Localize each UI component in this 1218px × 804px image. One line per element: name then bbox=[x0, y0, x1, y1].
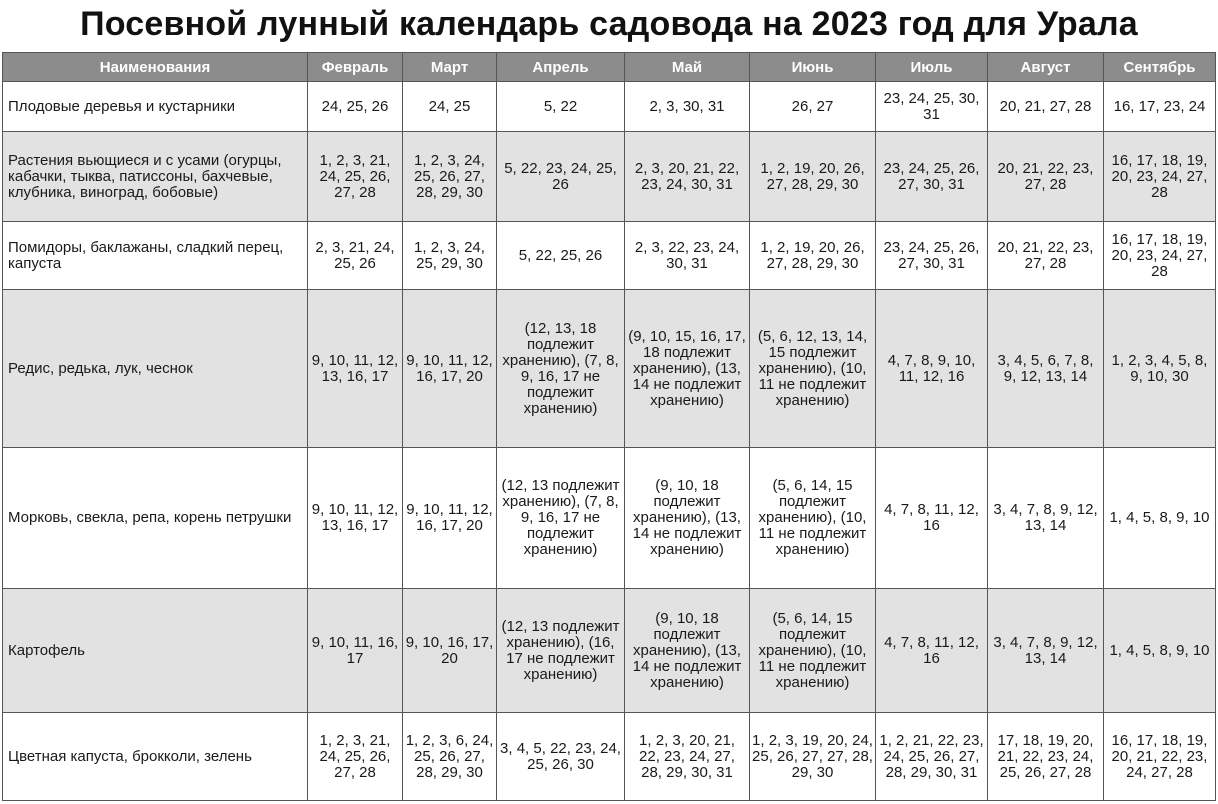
dates-cell: 5, 22 bbox=[497, 82, 625, 132]
dates-cell: 1, 4, 5, 8, 9, 10 bbox=[1104, 448, 1216, 589]
dates-cell: 16, 17, 18, 19, 20, 23, 24, 27, 28 bbox=[1104, 132, 1216, 222]
table-row bbox=[3, 132, 1216, 222]
dates-cell: 9, 10, 11, 12, 13, 16, 17 bbox=[308, 290, 403, 448]
dates-cell: 9, 10, 11, 16, 17 bbox=[308, 589, 403, 713]
dates-cell: 1, 2, 3, 4, 5, 8, 9, 10, 30 bbox=[1104, 290, 1216, 448]
dates-cell: 23, 24, 25, 26, 27, 30, 31 bbox=[876, 222, 988, 290]
dates-cell: (12, 13 подлежит хранению), (7, 8, 9, 16, 17 не подлежит хранению) bbox=[497, 448, 625, 589]
header-month: Март bbox=[403, 53, 497, 82]
dates-cell: 16, 17, 18, 19, 20, 21, 22, 23, 24, 27, 28 bbox=[1104, 713, 1216, 801]
header-month: Июль bbox=[876, 53, 988, 82]
calendar-table bbox=[2, 52, 1216, 801]
dates-cell: (9, 10, 15, 16, 17, 18 подлежит хранению), (13, 14 не подлежит хранению) bbox=[625, 290, 750, 448]
dates-cell: 1, 2, 3, 24, 25, 26, 27, 28, 29, 30 bbox=[403, 132, 497, 222]
header-month: Июнь bbox=[750, 53, 876, 82]
table-row bbox=[3, 589, 1216, 713]
dates-cell: 2, 3, 30, 31 bbox=[625, 82, 750, 132]
crop-name: Картофель bbox=[3, 589, 308, 713]
table-row bbox=[3, 448, 1216, 589]
dates-cell: 1, 2, 19, 20, 26, 27, 28, 29, 30 bbox=[750, 222, 876, 290]
dates-cell: 16, 17, 18, 19, 20, 23, 24, 27, 28 bbox=[1104, 222, 1216, 290]
dates-cell: 3, 4, 5, 22, 23, 24, 25, 26, 30 bbox=[497, 713, 625, 801]
table-row bbox=[3, 290, 1216, 448]
header-month: Апрель bbox=[497, 53, 625, 82]
dates-cell: 9, 10, 11, 12, 13, 16, 17 bbox=[308, 448, 403, 589]
header-month: Февраль bbox=[308, 53, 403, 82]
crop-name: Помидоры, баклажаны, сладкий перец, капуста bbox=[3, 222, 308, 290]
dates-cell: 3, 4, 7, 8, 9, 12, 13, 14 bbox=[988, 589, 1104, 713]
header-name: Наименования bbox=[3, 53, 308, 82]
dates-cell: 23, 24, 25, 26, 27, 30, 31 bbox=[876, 132, 988, 222]
dates-cell: (12, 13, 18 подлежит хранению), (7, 8, 9, 16, 17 не подлежит хранению) bbox=[497, 290, 625, 448]
dates-cell: 26, 27 bbox=[750, 82, 876, 132]
table-row bbox=[3, 713, 1216, 801]
dates-cell: 17, 18, 19, 20, 21, 22, 23, 24, 25, 26, 27, 28 bbox=[988, 713, 1104, 801]
dates-cell: 20, 21, 22, 23, 27, 28 bbox=[988, 132, 1104, 222]
dates-cell: 1, 2, 21, 22, 23, 24, 25, 26, 27, 28, 29, 30, 31 bbox=[876, 713, 988, 801]
dates-cell: 4, 7, 8, 9, 10, 11, 12, 16 bbox=[876, 290, 988, 448]
dates-cell: 24, 25 bbox=[403, 82, 497, 132]
dates-cell: 3, 4, 7, 8, 9, 12, 13, 14 bbox=[988, 448, 1104, 589]
dates-cell: 24, 25, 26 bbox=[308, 82, 403, 132]
dates-cell: 1, 2, 3, 21, 24, 25, 26, 27, 28 bbox=[308, 132, 403, 222]
header-month: Август bbox=[988, 53, 1104, 82]
crop-name: Цветная капуста, брокколи, зелень bbox=[3, 713, 308, 801]
dates-cell: 9, 10, 11, 12, 16, 17, 20 bbox=[403, 448, 497, 589]
dates-cell: 1, 2, 3, 20, 21, 22, 23, 24, 27, 28, 29, 30, 31 bbox=[625, 713, 750, 801]
dates-cell: 20, 21, 27, 28 bbox=[988, 82, 1104, 132]
dates-cell: (9, 10, 18 подлежит хранению), (13, 14 не подлежит хранению) bbox=[625, 448, 750, 589]
dates-cell: (5, 6, 12, 13, 14, 15 подлежит хранению), (10, 11 не подлежит хранению) bbox=[750, 290, 876, 448]
header-month: Май bbox=[625, 53, 750, 82]
dates-cell: 9, 10, 11, 12, 16, 17, 20 bbox=[403, 290, 497, 448]
dates-cell: 1, 2, 3, 21, 24, 25, 26, 27, 28 bbox=[308, 713, 403, 801]
crop-name: Плодовые деревья и кустарники bbox=[3, 82, 308, 132]
crop-name: Редис, редька, лук, чеснок bbox=[3, 290, 308, 448]
dates-cell: 1, 2, 19, 20, 26, 27, 28, 29, 30 bbox=[750, 132, 876, 222]
dates-cell: 16, 17, 23, 24 bbox=[1104, 82, 1216, 132]
dates-cell: 2, 3, 20, 21, 22, 23, 24, 30, 31 bbox=[625, 132, 750, 222]
dates-cell: (5, 6, 14, 15 подлежит хранению), (10, 11 не подлежит хранению) bbox=[750, 448, 876, 589]
dates-cell: 5, 22, 23, 24, 25, 26 bbox=[497, 132, 625, 222]
dates-cell: 4, 7, 8, 11, 12, 16 bbox=[876, 589, 988, 713]
dates-cell: 1, 2, 3, 24, 25, 29, 30 bbox=[403, 222, 497, 290]
header-month: Сентябрь bbox=[1104, 53, 1216, 82]
dates-cell: 23, 24, 25, 30, 31 bbox=[876, 82, 988, 132]
dates-cell: 9, 10, 16, 17, 20 bbox=[403, 589, 497, 713]
header-row bbox=[3, 53, 1216, 82]
crop-name: Растения вьющиеся и с усами (огурцы, кабачки, тыква, патиссоны, бахчевые, клубника, виноград, бобовые) bbox=[3, 132, 308, 222]
dates-cell: (12, 13 подлежит хранению), (16, 17 не подлежит хранению) bbox=[497, 589, 625, 713]
dates-cell: 2, 3, 22, 23, 24, 30, 31 bbox=[625, 222, 750, 290]
dates-cell: (9, 10, 18 подлежит хранению), (13, 14 не подлежит хранению) bbox=[625, 589, 750, 713]
page-title: Посевной лунный календарь садовода на 2023 год для Урала bbox=[80, 5, 1138, 43]
dates-cell: 4, 7, 8, 11, 12, 16 bbox=[876, 448, 988, 589]
dates-cell: 20, 21, 22, 23, 27, 28 bbox=[988, 222, 1104, 290]
dates-cell: 5, 22, 25, 26 bbox=[497, 222, 625, 290]
crop-name: Морковь, свекла, репа, корень петрушки bbox=[3, 448, 308, 589]
table-row bbox=[3, 82, 1216, 132]
dates-cell: (5, 6, 14, 15 подлежит хранению), (10, 11 не подлежит хранению) bbox=[750, 589, 876, 713]
dates-cell: 1, 2, 3, 6, 24, 25, 26, 27, 28, 29, 30 bbox=[403, 713, 497, 801]
dates-cell: 1, 2, 3, 19, 20, 24, 25, 26, 27, 27, 28, 29, 30 bbox=[750, 713, 876, 801]
dates-cell: 3, 4, 5, 6, 7, 8, 9, 12, 13, 14 bbox=[988, 290, 1104, 448]
dates-cell: 1, 4, 5, 8, 9, 10 bbox=[1104, 589, 1216, 713]
table-row bbox=[3, 222, 1216, 290]
dates-cell: 2, 3, 21, 24, 25, 26 bbox=[308, 222, 403, 290]
